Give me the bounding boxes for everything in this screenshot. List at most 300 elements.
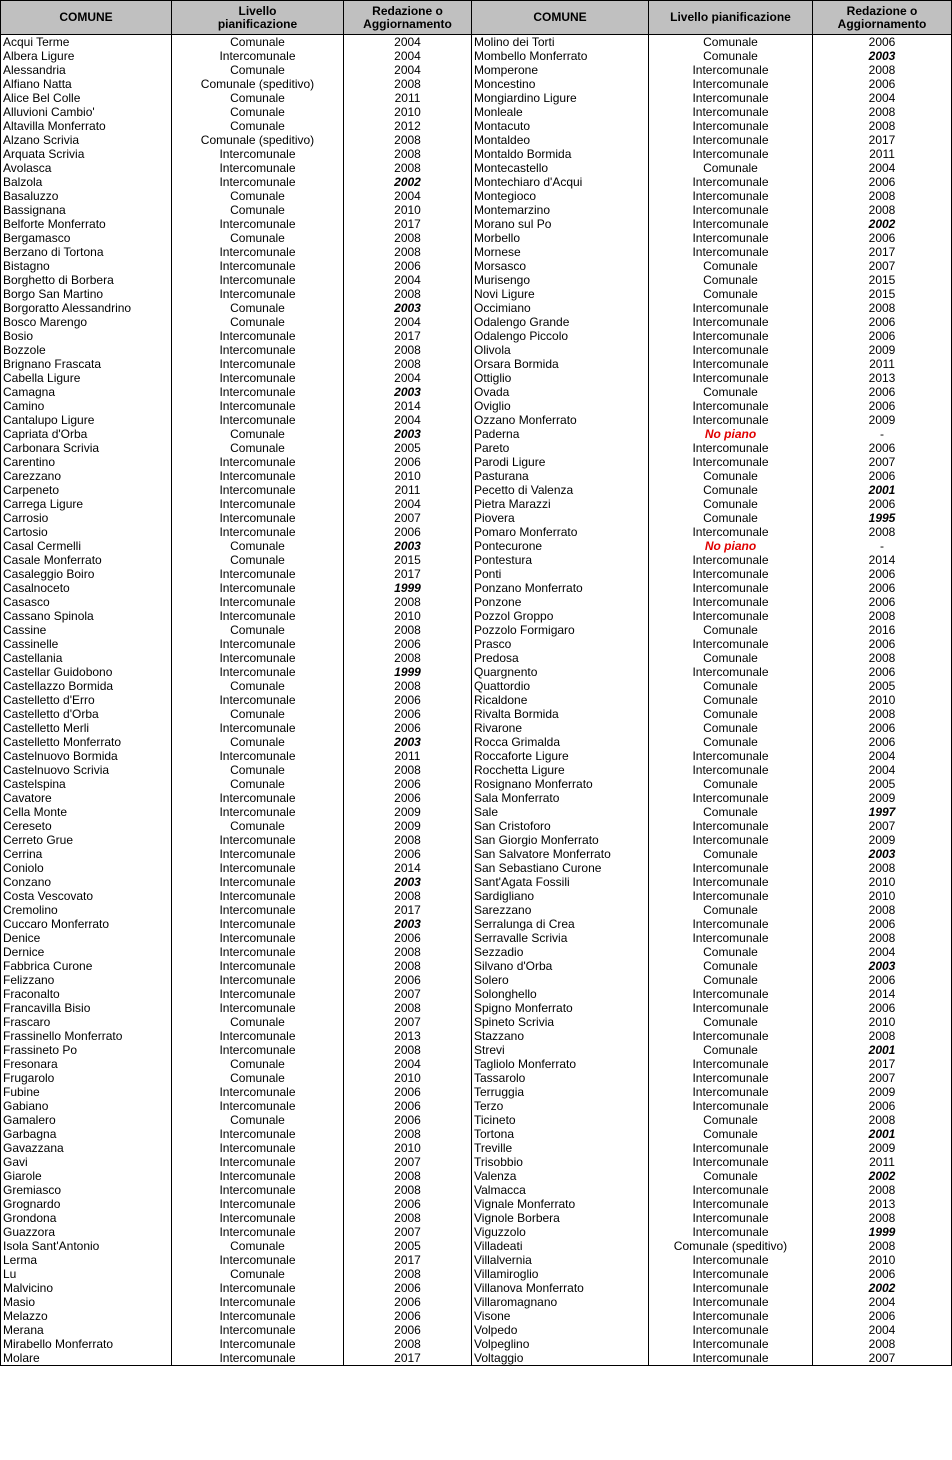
table-row bbox=[1, 1155, 952, 1169]
anno-cell: 2008 bbox=[344, 357, 472, 371]
livello-cell: Intercomunale bbox=[172, 1253, 344, 1267]
comune-cell: Gamalero bbox=[1, 1113, 172, 1127]
comune-cell: Treville bbox=[472, 1141, 649, 1155]
table-row bbox=[1, 441, 952, 455]
comune-cell: Vignale Monferrato bbox=[472, 1197, 649, 1211]
comune-cell: Ponti bbox=[472, 567, 649, 581]
anno-cell: 2003 bbox=[813, 847, 952, 861]
comune-cell: Ovada bbox=[472, 385, 649, 399]
comune-cell: Fubine bbox=[1, 1085, 172, 1099]
anno-cell: 2004 bbox=[344, 497, 472, 511]
livello-cell: Intercomunale bbox=[172, 399, 344, 413]
livello-cell: Intercomunale bbox=[649, 119, 813, 133]
livello-cell: Comunale bbox=[649, 1169, 813, 1183]
anno-cell: 2008 bbox=[344, 1267, 472, 1281]
table-row bbox=[1, 399, 952, 413]
livello-cell: Intercomunale bbox=[649, 343, 813, 357]
header-text: Redazione o bbox=[372, 3, 443, 18]
livello-cell: Intercomunale bbox=[649, 763, 813, 777]
table-row bbox=[1, 35, 952, 50]
anno-cell: 2015 bbox=[813, 287, 952, 301]
anno-cell: 2003 bbox=[344, 539, 472, 553]
livello-cell: Intercomunale bbox=[649, 203, 813, 217]
table-row bbox=[1, 1337, 952, 1351]
livello-cell: Comunale bbox=[172, 427, 344, 441]
table-row bbox=[1, 497, 952, 511]
livello-cell: Intercomunale bbox=[649, 637, 813, 651]
comune-cell: Tagliolo Monferrato bbox=[472, 1057, 649, 1071]
comune-cell: Malvicino bbox=[1, 1281, 172, 1295]
comune-cell: Monleale bbox=[472, 105, 649, 119]
livello-cell: Intercomunale bbox=[649, 875, 813, 889]
table-row bbox=[1, 357, 952, 371]
table-row bbox=[1, 917, 952, 931]
anno-cell: 2013 bbox=[344, 1029, 472, 1043]
anno-cell: 2007 bbox=[813, 1351, 952, 1366]
livello-cell: Comunale bbox=[172, 763, 344, 777]
livello-cell: Intercomunale bbox=[649, 1295, 813, 1309]
comune-cell: Tassarolo bbox=[472, 1071, 649, 1085]
anno-cell: 2012 bbox=[344, 119, 472, 133]
livello-cell: Intercomunale bbox=[172, 1141, 344, 1155]
livello-cell: Intercomunale bbox=[172, 455, 344, 469]
livello-cell: Intercomunale bbox=[649, 833, 813, 847]
anno-cell: 2004 bbox=[813, 161, 952, 175]
table-row bbox=[1, 259, 952, 273]
livello-cell: Intercomunale bbox=[649, 1267, 813, 1281]
anno-cell: 2008 bbox=[344, 959, 472, 973]
livello-cell: Comunale bbox=[172, 1267, 344, 1281]
anno-cell: - bbox=[813, 427, 952, 441]
anno-cell: 2006 bbox=[813, 1267, 952, 1281]
comune-cell: Castellar Guidobono bbox=[1, 665, 172, 679]
anno-cell: 2002 bbox=[344, 175, 472, 189]
comune-cell: Sant'Agata Fossili bbox=[472, 875, 649, 889]
table-row bbox=[1, 833, 952, 847]
livello-cell: Intercomunale bbox=[172, 525, 344, 539]
livello-cell: Intercomunale bbox=[649, 1225, 813, 1239]
anno-cell: 2006 bbox=[344, 1323, 472, 1337]
anno-cell: 2006 bbox=[344, 1113, 472, 1127]
anno-cell: 2003 bbox=[344, 875, 472, 889]
livello-cell: Intercomunale bbox=[172, 469, 344, 483]
comune-cell: Berzano di Tortona bbox=[1, 245, 172, 259]
table-row bbox=[1, 1127, 952, 1141]
anno-cell: 2008 bbox=[344, 161, 472, 175]
comune-cell: Avolasca bbox=[1, 161, 172, 175]
comune-cell: Frassineto Po bbox=[1, 1043, 172, 1057]
table-row bbox=[1, 1043, 952, 1057]
anno-cell: 2008 bbox=[813, 1337, 952, 1351]
livello-cell: Comunale bbox=[172, 1071, 344, 1085]
livello-cell: Comunale bbox=[172, 777, 344, 791]
livello-cell: Comunale bbox=[649, 903, 813, 917]
anno-cell: 1995 bbox=[813, 511, 952, 525]
comune-cell: Altavilla Monferrato bbox=[1, 119, 172, 133]
comune-cell: Grognardo bbox=[1, 1197, 172, 1211]
anno-cell: 2009 bbox=[813, 413, 952, 427]
anno-cell: 2006 bbox=[813, 497, 952, 511]
comune-cell: Mirabello Monferrato bbox=[1, 1337, 172, 1351]
livello-cell: Intercomunale bbox=[649, 1281, 813, 1295]
comune-cell: Ricaldone bbox=[472, 693, 649, 707]
anno-cell: 2006 bbox=[813, 581, 952, 595]
comune-cell: Roccaforte Ligure bbox=[472, 749, 649, 763]
livello-cell: Intercomunale bbox=[649, 105, 813, 119]
livello-cell: Intercomunale bbox=[649, 1253, 813, 1267]
table-row bbox=[1, 1323, 952, 1337]
comune-cell: Strevi bbox=[472, 1043, 649, 1057]
livello-cell: Intercomunale bbox=[172, 959, 344, 973]
header-text: Aggiornamento bbox=[363, 16, 452, 31]
livello-cell: No piano bbox=[649, 427, 813, 441]
anno-cell: 1999 bbox=[344, 581, 472, 595]
table-row bbox=[1, 595, 952, 609]
anno-cell: 2004 bbox=[344, 315, 472, 329]
comune-cell: Sardigliano bbox=[472, 889, 649, 903]
comune-cell: Denice bbox=[1, 931, 172, 945]
comune-cell: Mornese bbox=[472, 245, 649, 259]
livello-cell: Intercomunale bbox=[649, 1337, 813, 1351]
anno-cell: 2010 bbox=[813, 889, 952, 903]
anno-cell: 2003 bbox=[813, 49, 952, 63]
anno-cell: 2006 bbox=[344, 693, 472, 707]
header-text: COMUNE bbox=[59, 10, 113, 24]
table-row bbox=[1, 175, 952, 189]
comune-cell: Casal Cermelli bbox=[1, 539, 172, 553]
livello-cell: Intercomunale bbox=[649, 1001, 813, 1015]
livello-cell: Comunale bbox=[172, 819, 344, 833]
anno-cell: 2013 bbox=[813, 1197, 952, 1211]
anno-cell: 2007 bbox=[813, 1071, 952, 1085]
comune-cell: Castelletto Monferrato bbox=[1, 735, 172, 749]
comune-cell: Villaromagnano bbox=[472, 1295, 649, 1309]
anno-cell: 2008 bbox=[344, 833, 472, 847]
comune-cell: Belforte Monferrato bbox=[1, 217, 172, 231]
livello-cell: Intercomunale bbox=[172, 371, 344, 385]
livello-cell: Comunale bbox=[649, 805, 813, 819]
anno-cell: 2006 bbox=[344, 931, 472, 945]
livello-cell: Intercomunale bbox=[649, 329, 813, 343]
anno-cell: 2003 bbox=[344, 735, 472, 749]
table-row bbox=[1, 1141, 952, 1155]
livello-cell: Comunale bbox=[649, 1127, 813, 1141]
comune-cell: Castelspina bbox=[1, 777, 172, 791]
comune-cell: Rivarone bbox=[472, 721, 649, 735]
livello-cell: Intercomunale bbox=[649, 567, 813, 581]
livello-cell: Intercomunale bbox=[649, 1323, 813, 1337]
anno-cell: 2009 bbox=[813, 833, 952, 847]
livello-cell: Intercomunale bbox=[172, 875, 344, 889]
livello-cell: Intercomunale bbox=[172, 413, 344, 427]
comune-cell: Bosio bbox=[1, 329, 172, 343]
anno-cell: 2006 bbox=[344, 637, 472, 651]
anno-cell: 2006 bbox=[344, 525, 472, 539]
anno-cell: 2008 bbox=[344, 595, 472, 609]
livello-cell: Comunale bbox=[649, 973, 813, 987]
comune-cell: Villalvernia bbox=[472, 1253, 649, 1267]
livello-cell: Comunale bbox=[172, 63, 344, 77]
comune-cell: Cassano Spinola bbox=[1, 609, 172, 623]
livello-cell: Intercomunale bbox=[649, 147, 813, 161]
livello-cell: Intercomunale bbox=[172, 273, 344, 287]
anno-cell: 2008 bbox=[813, 1239, 952, 1253]
anno-cell: 2008 bbox=[813, 1211, 952, 1225]
header-text: COMUNE bbox=[533, 10, 587, 24]
table-row bbox=[1, 679, 952, 693]
livello-cell: Comunale bbox=[649, 49, 813, 63]
livello-cell: Intercomunale bbox=[649, 931, 813, 945]
anno-cell: 2006 bbox=[344, 259, 472, 273]
livello-cell: Intercomunale bbox=[649, 245, 813, 259]
comune-cell: Lu bbox=[1, 1267, 172, 1281]
comune-cell: Montegioco bbox=[472, 189, 649, 203]
livello-cell: Intercomunale bbox=[172, 1337, 344, 1351]
anno-cell: 2007 bbox=[344, 511, 472, 525]
anno-cell: 2006 bbox=[813, 1309, 952, 1323]
livello-cell: Intercomunale bbox=[649, 217, 813, 231]
livello-cell: Intercomunale bbox=[649, 315, 813, 329]
livello-cell: Intercomunale bbox=[172, 917, 344, 931]
livello-cell: Intercomunale bbox=[172, 889, 344, 903]
anno-cell: 2006 bbox=[813, 385, 952, 399]
livello-cell: Intercomunale bbox=[172, 1225, 344, 1239]
anno-cell: 2004 bbox=[344, 413, 472, 427]
livello-cell: Intercomunale bbox=[649, 231, 813, 245]
anno-cell: 2009 bbox=[813, 1141, 952, 1155]
comune-cell: Spineto Scrivia bbox=[472, 1015, 649, 1029]
table-row bbox=[1, 287, 952, 301]
header-text: pianificazione bbox=[217, 16, 298, 31]
comune-cell: Giarole bbox=[1, 1169, 172, 1183]
comune-cell: Montemarzino bbox=[472, 203, 649, 217]
table-row bbox=[1, 91, 952, 105]
anno-cell: 2007 bbox=[813, 259, 952, 273]
comune-cell: Trisobbio bbox=[472, 1155, 649, 1169]
anno-cell: 2008 bbox=[813, 903, 952, 917]
table-row bbox=[1, 49, 952, 63]
table-row bbox=[1, 203, 952, 217]
anno-cell: 2003 bbox=[344, 917, 472, 931]
anno-cell: 2008 bbox=[344, 133, 472, 147]
comune-cell: Mongiardino Ligure bbox=[472, 91, 649, 105]
comune-cell: Cerreto Grue bbox=[1, 833, 172, 847]
table-row bbox=[1, 217, 952, 231]
comune-cell: Molare bbox=[1, 1351, 172, 1366]
livello-cell: Intercomunale bbox=[172, 637, 344, 651]
livello-cell: Intercomunale bbox=[172, 1295, 344, 1309]
table-row bbox=[1, 1029, 952, 1043]
anno-cell: 2003 bbox=[813, 959, 952, 973]
comune-cell: Cassinelle bbox=[1, 637, 172, 651]
comune-cell: Ozzano Monferrato bbox=[472, 413, 649, 427]
anno-cell: 2008 bbox=[344, 763, 472, 777]
comune-cell: Carpeneto bbox=[1, 483, 172, 497]
table-row bbox=[1, 1197, 952, 1211]
anno-cell: 2008 bbox=[344, 343, 472, 357]
anno-cell: 2007 bbox=[813, 819, 952, 833]
livello-cell: Comunale bbox=[172, 231, 344, 245]
anno-cell: 2006 bbox=[813, 637, 952, 651]
livello-cell: Comunale bbox=[649, 161, 813, 175]
table-row bbox=[1, 693, 952, 707]
anno-cell: 2006 bbox=[813, 595, 952, 609]
anno-cell: 2004 bbox=[344, 273, 472, 287]
livello-cell: Comunale (speditivo) bbox=[649, 1239, 813, 1253]
livello-cell: Intercomunale bbox=[172, 49, 344, 63]
livello-cell: Intercomunale bbox=[649, 609, 813, 623]
comune-cell: Cerrina bbox=[1, 847, 172, 861]
table-row bbox=[1, 1001, 952, 1015]
table-row bbox=[1, 427, 952, 441]
comune-cell: Tortona bbox=[472, 1127, 649, 1141]
comune-cell: Gabiano bbox=[1, 1099, 172, 1113]
table-row bbox=[1, 1253, 952, 1267]
anno-cell: 2006 bbox=[813, 1099, 952, 1113]
anno-cell: 2002 bbox=[813, 1281, 952, 1295]
livello-cell: Intercomunale bbox=[172, 567, 344, 581]
anno-cell: 2010 bbox=[813, 875, 952, 889]
livello-cell: Intercomunale bbox=[649, 553, 813, 567]
comune-cell: Castelletto Merli bbox=[1, 721, 172, 735]
comune-cell: Camagna bbox=[1, 385, 172, 399]
comune-cell: Montecastello bbox=[472, 161, 649, 175]
comune-cell: Cereseto bbox=[1, 819, 172, 833]
livello-cell: Intercomunale bbox=[172, 259, 344, 273]
table-row bbox=[1, 189, 952, 203]
header-livello bbox=[172, 1, 344, 35]
table-row bbox=[1, 651, 952, 665]
comune-cell: Borghetto di Borbera bbox=[1, 273, 172, 287]
livello-cell: Comunale bbox=[649, 469, 813, 483]
livello-cell: Comunale bbox=[649, 777, 813, 791]
table-row bbox=[1, 315, 952, 329]
anno-cell: 2009 bbox=[344, 819, 472, 833]
anno-cell: 2006 bbox=[813, 77, 952, 91]
header-comune bbox=[1, 1, 172, 35]
comune-cell: Cella Monte bbox=[1, 805, 172, 819]
comune-cell: Morsasco bbox=[472, 259, 649, 273]
comune-cell: Melazzo bbox=[1, 1309, 172, 1323]
anno-cell: 2008 bbox=[344, 77, 472, 91]
anno-cell: 2008 bbox=[344, 245, 472, 259]
comune-cell: Sale bbox=[472, 805, 649, 819]
comune-cell: Dernice bbox=[1, 945, 172, 959]
livello-cell: Intercomunale bbox=[172, 693, 344, 707]
anno-cell: 2006 bbox=[344, 1295, 472, 1309]
table-row bbox=[1, 945, 952, 959]
anno-cell: 2010 bbox=[344, 469, 472, 483]
comune-cell: Moncestino bbox=[472, 77, 649, 91]
table-row bbox=[1, 483, 952, 497]
anno-cell: 2008 bbox=[813, 707, 952, 721]
comune-cell: Albera Ligure bbox=[1, 49, 172, 63]
comune-cell: Morbello bbox=[472, 231, 649, 245]
livello-cell: Intercomunale bbox=[172, 343, 344, 357]
anno-cell: 2017 bbox=[813, 133, 952, 147]
comune-cell: Casalnoceto bbox=[1, 581, 172, 595]
header-row bbox=[1, 1, 952, 35]
comune-cell: Rocchetta Ligure bbox=[472, 763, 649, 777]
anno-cell: 2007 bbox=[344, 1015, 472, 1029]
anno-cell: 2008 bbox=[813, 203, 952, 217]
comune-cell: Coniolo bbox=[1, 861, 172, 875]
livello-cell: Comunale bbox=[172, 1113, 344, 1127]
livello-cell: Comunale bbox=[172, 553, 344, 567]
livello-cell: Intercomunale bbox=[649, 665, 813, 679]
table-row bbox=[1, 1057, 952, 1071]
livello-cell: Intercomunale bbox=[649, 1099, 813, 1113]
comune-cell: Fresonara bbox=[1, 1057, 172, 1071]
comune-cell: Lerma bbox=[1, 1253, 172, 1267]
livello-cell: Intercomunale bbox=[172, 1211, 344, 1225]
comune-cell: Alice Bel Colle bbox=[1, 91, 172, 105]
livello-cell: Intercomunale bbox=[649, 133, 813, 147]
anno-cell: 2010 bbox=[344, 1071, 472, 1085]
livello-cell: Comunale bbox=[172, 301, 344, 315]
livello-cell: Intercomunale bbox=[172, 847, 344, 861]
livello-cell: Intercomunale bbox=[172, 385, 344, 399]
livello-cell: Comunale bbox=[172, 1057, 344, 1071]
table-row bbox=[1, 413, 952, 427]
comune-cell: Pietra Marazzi bbox=[472, 497, 649, 511]
comune-cell: Casasco bbox=[1, 595, 172, 609]
table-row bbox=[1, 1239, 952, 1253]
anno-cell: 2011 bbox=[813, 1155, 952, 1169]
anno-cell: 2006 bbox=[344, 847, 472, 861]
comune-cell: Cantalupo Ligure bbox=[1, 413, 172, 427]
comune-cell: Pontestura bbox=[472, 553, 649, 567]
livello-cell: Intercomunale bbox=[649, 357, 813, 371]
anno-cell: 2009 bbox=[813, 1085, 952, 1099]
comune-cell: Terzo bbox=[472, 1099, 649, 1113]
anno-cell: 2008 bbox=[344, 287, 472, 301]
table-row bbox=[1, 371, 952, 385]
comune-cell: Valenza bbox=[472, 1169, 649, 1183]
livello-cell: Comunale (speditivo) bbox=[172, 77, 344, 91]
livello-cell: Intercomunale bbox=[649, 175, 813, 189]
anno-cell: 2006 bbox=[344, 791, 472, 805]
table-row bbox=[1, 777, 952, 791]
livello-cell: Intercomunale bbox=[172, 973, 344, 987]
comune-cell: Cavatore bbox=[1, 791, 172, 805]
comune-cell: Pasturana bbox=[472, 469, 649, 483]
comune-cell: Capriata d'Orba bbox=[1, 427, 172, 441]
table-row bbox=[1, 749, 952, 763]
comune-cell: Basaluzzo bbox=[1, 189, 172, 203]
table-row bbox=[1, 539, 952, 553]
livello-cell: Comunale bbox=[649, 35, 813, 50]
livello-cell: Intercomunale bbox=[172, 147, 344, 161]
comune-cell: San Giorgio Monferrato bbox=[472, 833, 649, 847]
header-redazione-2 bbox=[813, 1, 952, 35]
table-row bbox=[1, 1211, 952, 1225]
livello-cell: Intercomunale bbox=[649, 1211, 813, 1225]
anno-cell: 2001 bbox=[813, 1043, 952, 1057]
livello-cell: Intercomunale bbox=[172, 651, 344, 665]
table-row bbox=[1, 77, 952, 91]
comune-cell: Villanova Monferrato bbox=[472, 1281, 649, 1295]
comune-cell: Villadeati bbox=[472, 1239, 649, 1253]
table-row bbox=[1, 455, 952, 469]
livello-cell: Comunale bbox=[649, 497, 813, 511]
anno-cell: 2008 bbox=[813, 119, 952, 133]
livello-cell: Intercomunale bbox=[649, 301, 813, 315]
comune-cell: Mombello Monferrato bbox=[472, 49, 649, 63]
table-row bbox=[1, 903, 952, 917]
anno-cell: 2004 bbox=[813, 945, 952, 959]
livello-cell: Comunale bbox=[649, 693, 813, 707]
